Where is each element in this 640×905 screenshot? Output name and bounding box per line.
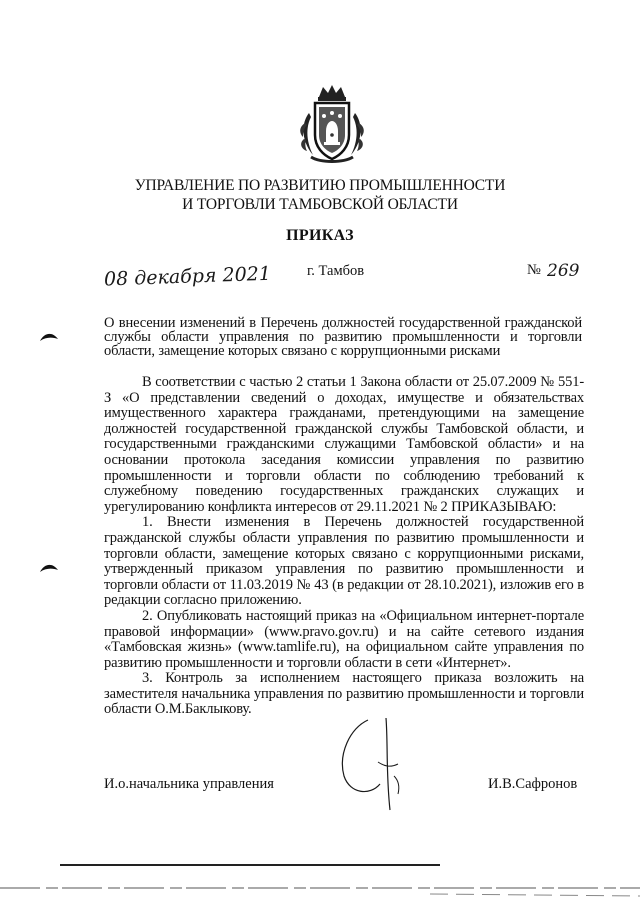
order-body <box>104 375 584 718</box>
item-2-paragraph: 2. Опубликовать настоящий приказ на «Официальном интернет-портале правовой информации» (www.pravo.gov.ru) и на сайте сетевого издания «Тамбовская жизнь» (www.tamlife.ru), на официальном сайте управления по развитию промышленности и торговли области в сети «Интернет». <box>104 607 584 671</box>
margin-mark <box>38 329 60 343</box>
handwritten-order-number <box>545 258 595 282</box>
organization-name-line1: УПРАВЛЕНИЕ ПО РАЗВИТИЮ ПРОМЫШЛЕННОСТИ <box>134 177 506 194</box>
signatory-position: И.о.начальника управления <box>104 776 274 792</box>
margin-mark <box>38 560 60 574</box>
footer-rule <box>60 864 440 866</box>
order-subject: О внесении изменений в Перечень должностей государственной гражданской службы области управления по развитию промышленности и торговли области, замещение которых связано с коррупционными рисками <box>104 315 582 359</box>
handwritten-signature <box>328 714 423 814</box>
organization-name-line2: И ТОРГОВЛИ ТАМБОВСКОЙ ОБЛАСТИ <box>182 196 458 213</box>
order-number-sign: № <box>527 262 541 278</box>
city-name: г. Тамбов <box>307 263 365 279</box>
item-1-paragraph: 1. Внести изменения в Перечень должностей государственной гражданской службы области управления по развитию промышленности и торговли области, замещение которых связано с коррупционными рисками, утвержденный приказом управления по развитию промышленности и торговли области от 11.03.2019 № 43 (в редакции от 28.10.2021), изложив его в редакции согласно приложению. <box>104 514 584 609</box>
document-title: ПРИКАЗ <box>286 227 354 244</box>
item-3-paragraph: 3. Контроль за исполнением настоящего приказа возложить на заместителя начальника управления по развитию промышленности и торговли области О.М.Баклыкову. <box>104 670 584 718</box>
handwritten-date <box>102 261 272 291</box>
signatory-name: И.В.Сафронов <box>488 776 578 792</box>
svg-text:269: 269 <box>547 261 580 281</box>
svg-text:08 декабря 2021: 08 декабря 2021 <box>103 262 272 291</box>
coat-of-arms-emblem <box>297 83 367 165</box>
scan-edge-artifact <box>0 884 640 900</box>
preamble-paragraph: В соответствии с частью 2 статьи 1 Закона области от 25.07.2009 № 551-З «О представлении сведений о доходах, имуществе и обязательствах имущественного характера гражданами, претендующими на замещение должностей государственной гражданской службы Тамбовской области, и государственными гражданскими служащими Тамбовской области» и на основании протокола заседания комиссии управления по развитию промышленности и торговли области по соблюдению требований к служебному поведению государственных гражданских служащих и урегулированию конфликта интересов от 29.11.2021 № 2 ПРИКАЗЫВАЮ: <box>104 374 584 515</box>
